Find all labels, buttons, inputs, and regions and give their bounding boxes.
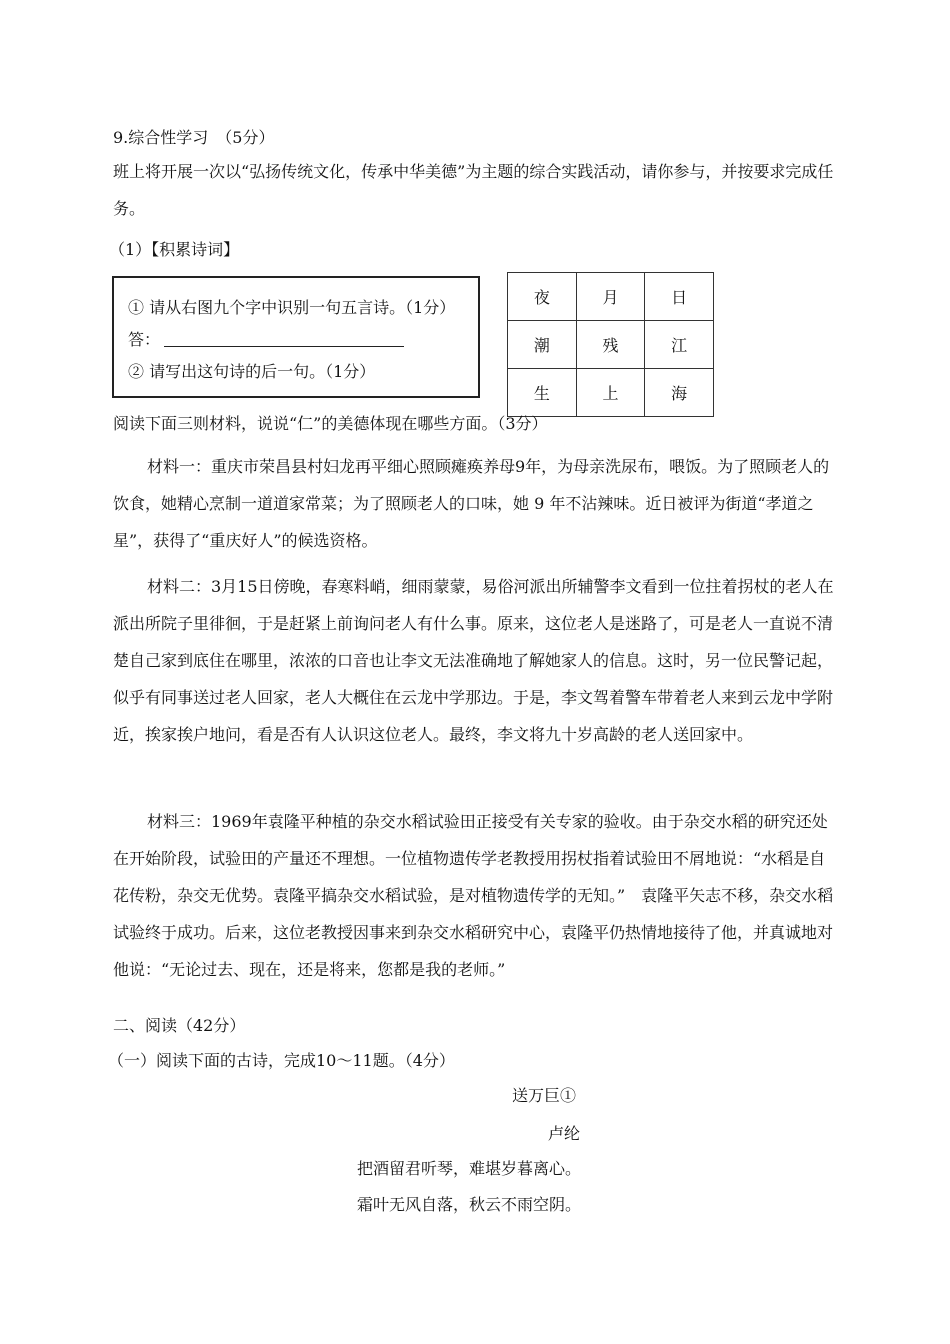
material-1: 材料一：重庆市荣昌县村妇龙再平细心照顾瘫痪养母9年，为母亲洗尿布，喂饭。为了照顾老人的饮食，她精心烹制一道道家常菜；为了照顾老人的口味，她 9 年不沾辣味。近日被评为街道“孝道之星”，获得了“重庆好人”的候选资格。	[113, 457, 830, 550]
section-2-title: 二、阅读（42分）	[113, 1016, 246, 1035]
material-3: 材料三：1969年袁隆平种植的杂交水稻试验田正接受有关专家的验收。由于杂交水稻的研究还处在开始阶段，试验田的产量还不理想。一位植物遗传学老教授用拐杖指着试验田不屑地说：“水稻是自花传粉，杂交无优势。袁隆平搞杂交水稻试验，是对植物遗传学的无知。” 袁隆平矢志不移，杂交水稻试验终于成功。后来，这位老教授因事来到杂交水稻研究中心，袁隆平仍热情地接待了他，并真诚地对他说：“无论过去、现在，还是将来，您都是我的老师。”	[113, 812, 834, 979]
grid-cell: 夜	[508, 273, 577, 321]
grid-cell: 上	[576, 369, 645, 417]
grid-cell: 月	[576, 273, 645, 321]
question-box	[112, 276, 480, 398]
box-question-1: ① 请从右图九个字中识别一句五言诗。（1分）	[128, 298, 456, 317]
poem-line-1: 把酒留君听琴，难堪岁暮离心。	[357, 1159, 582, 1178]
grid-cell: 江	[645, 321, 714, 369]
answer-label: 答：	[128, 330, 161, 349]
box-question-2-partial: ② 请写出这句诗的后一句。（1分）	[128, 362, 376, 381]
section-2-sub-1: （一）阅读下面的古诗，完成10～11题。（4分）	[108, 1051, 455, 1070]
material-2: 材料二：3月15日傍晚，春寒料峭，细雨蒙蒙，易俗河派出所辅警李文看到一位拄着拐杖的老人在派出所院子里徘徊，于是赶紧上前询问老人有什么事。原来，这位老人是迷路了，可是老人一直说不清楚自己家到底住在哪里，浓浓的口音也让李文无法准确地了解她家人的信息。这时，另一位民警记起，似乎有同事送过老人回家，老人大概住在云龙中学那边。于是，李文驾着警车带着老人来到云龙中学附近，挨家挨户地问，看是否有人认识这位老人。最终，李文将九十岁高龄的老人送回家中。	[113, 577, 834, 744]
grid-cell: 残	[576, 321, 645, 369]
question-9-intro: 班上将开展一次以“弘扬传统文化，传承中华美德”为主题的综合实践活动，请你参与，并按要求完成任务。	[113, 162, 834, 218]
poem-title: 送万巨①	[512, 1086, 577, 1105]
poem-line-2: 霜叶无风自落，秋云不雨空阴。	[357, 1195, 582, 1214]
answer-row	[128, 324, 466, 356]
grid-cell: 生	[508, 369, 577, 417]
character-grid	[507, 272, 714, 417]
subquestion-1-label: （1）【积累诗词】	[109, 240, 240, 259]
reading-prompt: 阅读下面三则材料，说说“仁”的美德体现在哪些方面。（3分）	[113, 414, 548, 433]
grid-cell: 潮	[508, 321, 577, 369]
grid-cell: 日	[645, 273, 714, 321]
grid-cell: 海	[645, 369, 714, 417]
question-9-title: 9.综合性学习 （5分）	[113, 128, 275, 147]
answer-blank[interactable]	[164, 328, 404, 347]
poem-author: 卢纶	[548, 1124, 581, 1143]
